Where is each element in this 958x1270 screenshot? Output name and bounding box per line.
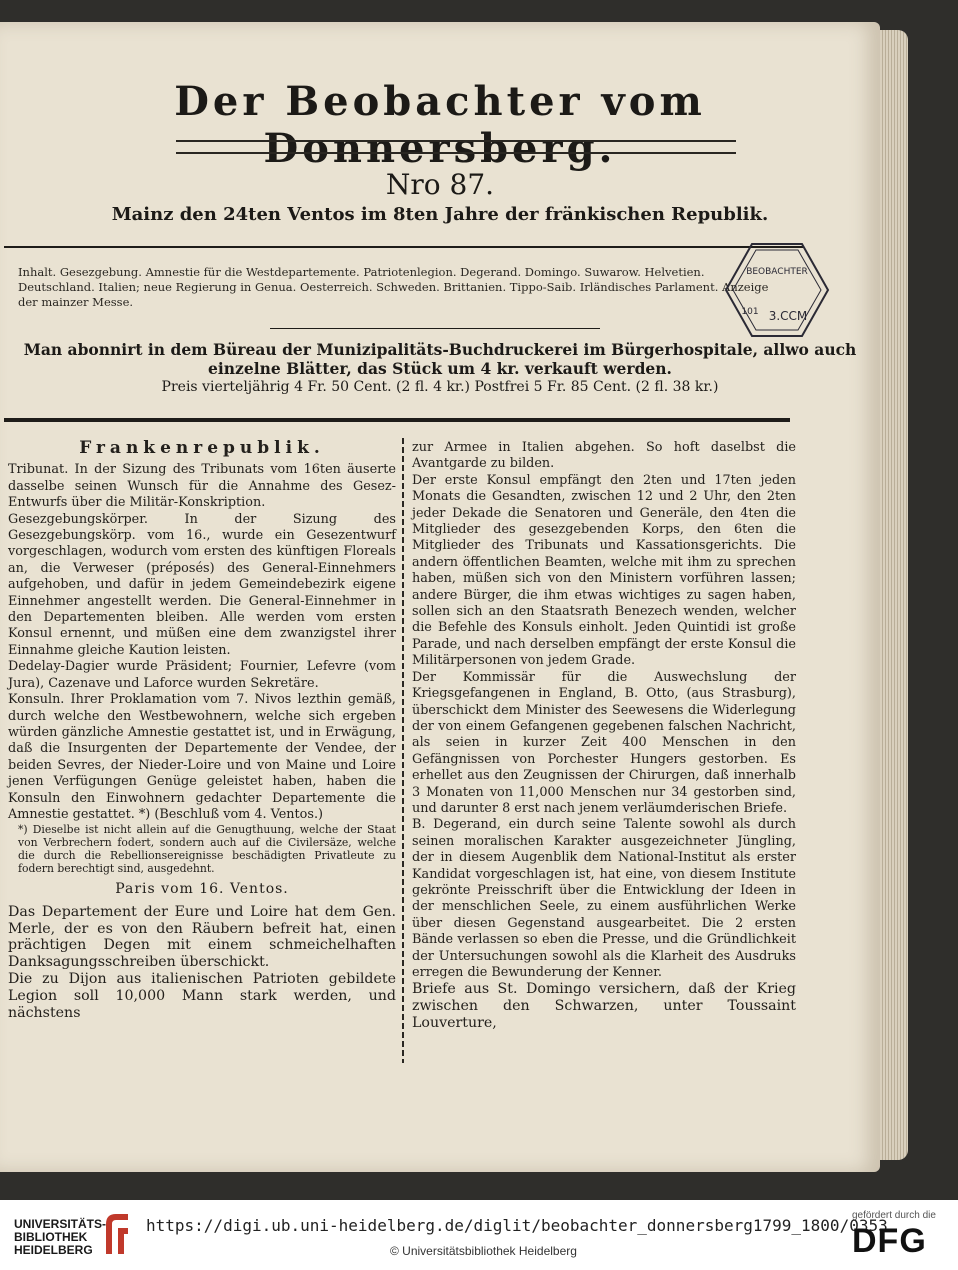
table-of-contents: Inhalt. Gesezgebung. Amnestie für die Westdepartemente. Patriotenlegion. Degerand. Domingo. Suwarow. Helvetien. Deutschland. Italien; neue Regierung in Genua. Oesterreich. Schweden. Brittanien. Tippo-Saib. Irländisches Parlament. Anzeige der mainzer Messe. xyxy=(18,265,769,309)
issue-number: Nro 87. xyxy=(385,168,495,201)
copyright-notice: © Universitätsbibliothek Heidelberg xyxy=(390,1244,577,1258)
section-heading-frankenrepublik: Frankenrepublik. xyxy=(79,438,325,458)
article-praesident: Dedelay-Dagier wurde Präsident; Fournier, Lefevre (vom Jura), Cazenave und Laforce wurden Sekretäre. xyxy=(8,659,396,691)
library-stamp-icon xyxy=(722,240,832,340)
subscription-line-1: Man abonnirt in dem Büreau der Munizipalitäts-Buchdruckerei im Bürgerhospitale, allwo auch xyxy=(23,340,857,359)
section-heading-paris: Paris vom 16. Ventos. xyxy=(115,881,289,898)
subscription-info xyxy=(0,340,880,397)
library-logo-text xyxy=(14,1218,106,1257)
rule-top xyxy=(4,246,804,248)
dateline: Mainz den 24ten Ventos im 8ten Jahre der fränkischen Republik. xyxy=(111,204,769,225)
article-tribunat: Tribunat. In der Sizung des Tribunats vom 16ten äuserte dasselbe seinen Wunsch für die Annahme des Gesez-Entwurfs über die Militär-Konskription. xyxy=(8,462,396,511)
article-st-domingo: Briefe aus St. Domingo versichern, daß der Krieg zwischen den Schwarzen, unter Toussaint Louverture, xyxy=(412,981,796,1031)
article-konsuln: Konsuln. Ihrer Proklamation vom 7. Nivos lezthin gemäß, durch welche den Westbewohnern, welche sich ergeben würden gänzliche Amnestie gestattet ist, und in Erwägung, daß die Insurgenten der Departemente der Vendee, der beiden Sevres, der Nieder-Loire und von Maine und Loire jenen Verfügungen Genüge geleistet haben, haben die Konsuln den Einwohnern gedachter Departemente die Amnestie gestattet. *) (Beschluß vom 4. Ventos.) xyxy=(8,692,396,822)
article-eure-loire: Das Departement der Eure und Loire hat dem Gen. Merle, der es von den Räubern befreit hat, einen prächtigen Degen mit einem schmeichelhaften Danksagungsschreiben überschickt. xyxy=(8,903,396,971)
rule-short xyxy=(270,328,600,329)
article-kriegsgefangene: Der Kommissär für die Auswechslung der Kriegsgefangenen in England, B. Otto, (aus Strasburg), überschickt dem Minister des Seewesens die Widerlegung der von einem Gefangenen gegebenen falschen Nachricht, als seien in kurzer Zeit 400 Menschen in den Gefängnissen von Porchester Hungers gestorben. Es erhellet aus den Zeugnissen der Chirurgen, daß innerhalb 3 Monaten von 11,000 Menschen nur 34 gestorben sind, und darunter 8 erst nach jenem verläumderischen Briefe. xyxy=(412,669,796,816)
stamp-number: 101 xyxy=(741,307,759,317)
column-divider xyxy=(402,438,404,1063)
library-line-3: HEIDELBERG xyxy=(14,1243,93,1257)
left-column xyxy=(8,440,396,1021)
masthead-ornament xyxy=(176,140,736,154)
article-degerand: B. Degerand, ein durch seine Talente sowohl als durch seinen moralischen Karakter ausgezeichneter Jüngling, der in diesem Augenblik dem National-Institut als erster Kandidat vorgeschlagen ist, hat eine, von diesem Institute gekrönte Preisschrift über die Entwicklung der Ideen in der menschlichen Seele, zu einem ausführlichen Werke über diesen Gegenstand ausgearbeitet. Die 2 ersten Bände verlassen so eben die Presse, und die Gründlichkeit der Untersuchungen sowohl als die Klarheit des Ausdruks erregen die Bewunderung der Kenner. xyxy=(412,817,796,980)
library-line-2: BIBLIOTHEK xyxy=(14,1230,88,1244)
subscription-price: Preis vierteljährig 4 Fr. 50 Cent. (2 fl. 4 kr.) Postfrei 5 Fr. 85 Cent. (2 fl. 38 kr.) xyxy=(161,379,719,395)
subscription-line-2: einzelne Blätter, das Stück um 4 kr. verkauft werden. xyxy=(208,359,672,378)
permalink-url[interactable]: https://digi.ub.uni-heidelberg.de/diglit/beobachter_donnersberg1799_1800/0353 xyxy=(146,1216,888,1235)
dfg-logo: DFG xyxy=(852,1222,927,1260)
right-column xyxy=(412,440,796,1032)
stamp-top-text: BEOBACHTER xyxy=(746,267,808,277)
funded-by-caption: gefördert durch die xyxy=(852,1210,936,1221)
library-logo-icon xyxy=(98,1210,132,1256)
article-armee-italien: zur Armee in Italien abgehen. So hoft daselbst die Avantgarde zu bilden. xyxy=(412,440,796,472)
article-erster-konsul: Der erste Konsul empfängt den 2ten und 17ten jeden Monats die Gesandten, zwischen 12 und 2 Uhr, den 2ten jeder Dekade die Senatoren und Generäle, den 4ten die Mitglieder des gesezgebenden Korps, den 6ten die Mitglieder des Tribunats und Kassationsgerichts. Die andern öffentlichen Beamten, welche mit ihm zu sprechen haben, müßen sich von den Ministern vorführen lassen; andere Bürger, die ihm etwas wichtiges zu sagen haben, sollen sich an den Staatsrath Benezech wenden, welcher die Befehle des Konsuls einholt. Jeden Quintidi ist große Parade, und nach derselben empfängt der erste Konsul die Militärpersonen von jedem Grade. xyxy=(412,472,796,669)
stamp-bottom-text: 3.CCM xyxy=(768,309,808,323)
masthead-title: Der Beobachter vom Donnersberg. xyxy=(174,78,706,172)
viewer-footer xyxy=(0,1200,958,1270)
article-gesezgebung: Gesezgebungskörper. In der Sizung des Gesezgebungskörp. vom 16., wurde ein Gesezentwurf vorgeschlagen, wodurch vom ersten des künftigen Floreals an, die Verweser (préposés) des General-Einnehmers aufgehoben, und dafür in jedem Gemeindebezirk eigene Einnehmer angestellt werden. Die General-Einnehmer in den Departementen bleiben. Alle werden vom ersten Konsul ernennt, und müßen eine dem zwanzigstel ihrer Einnahme gleiche Kaution leisten. xyxy=(8,511,396,658)
rule-column-top xyxy=(4,418,790,422)
library-line-1: UNIVERSITÄTS- xyxy=(14,1217,107,1231)
footnote: *) Dieselbe ist nicht allein auf die Genugthuung, welche der Staat von Verbrechern fodert, sondern auch auf die Civilersäze, welche die durch die Rebellionsereignisse beschädigten Privatleute zu fodern berechtigt sind, ausgedehnt. xyxy=(18,823,396,876)
article-dijon-legion: Die zu Dijon aus italienischen Patrioten gebildete Legion soll 10,000 Mann stark werden, und nächstens xyxy=(8,970,396,1021)
